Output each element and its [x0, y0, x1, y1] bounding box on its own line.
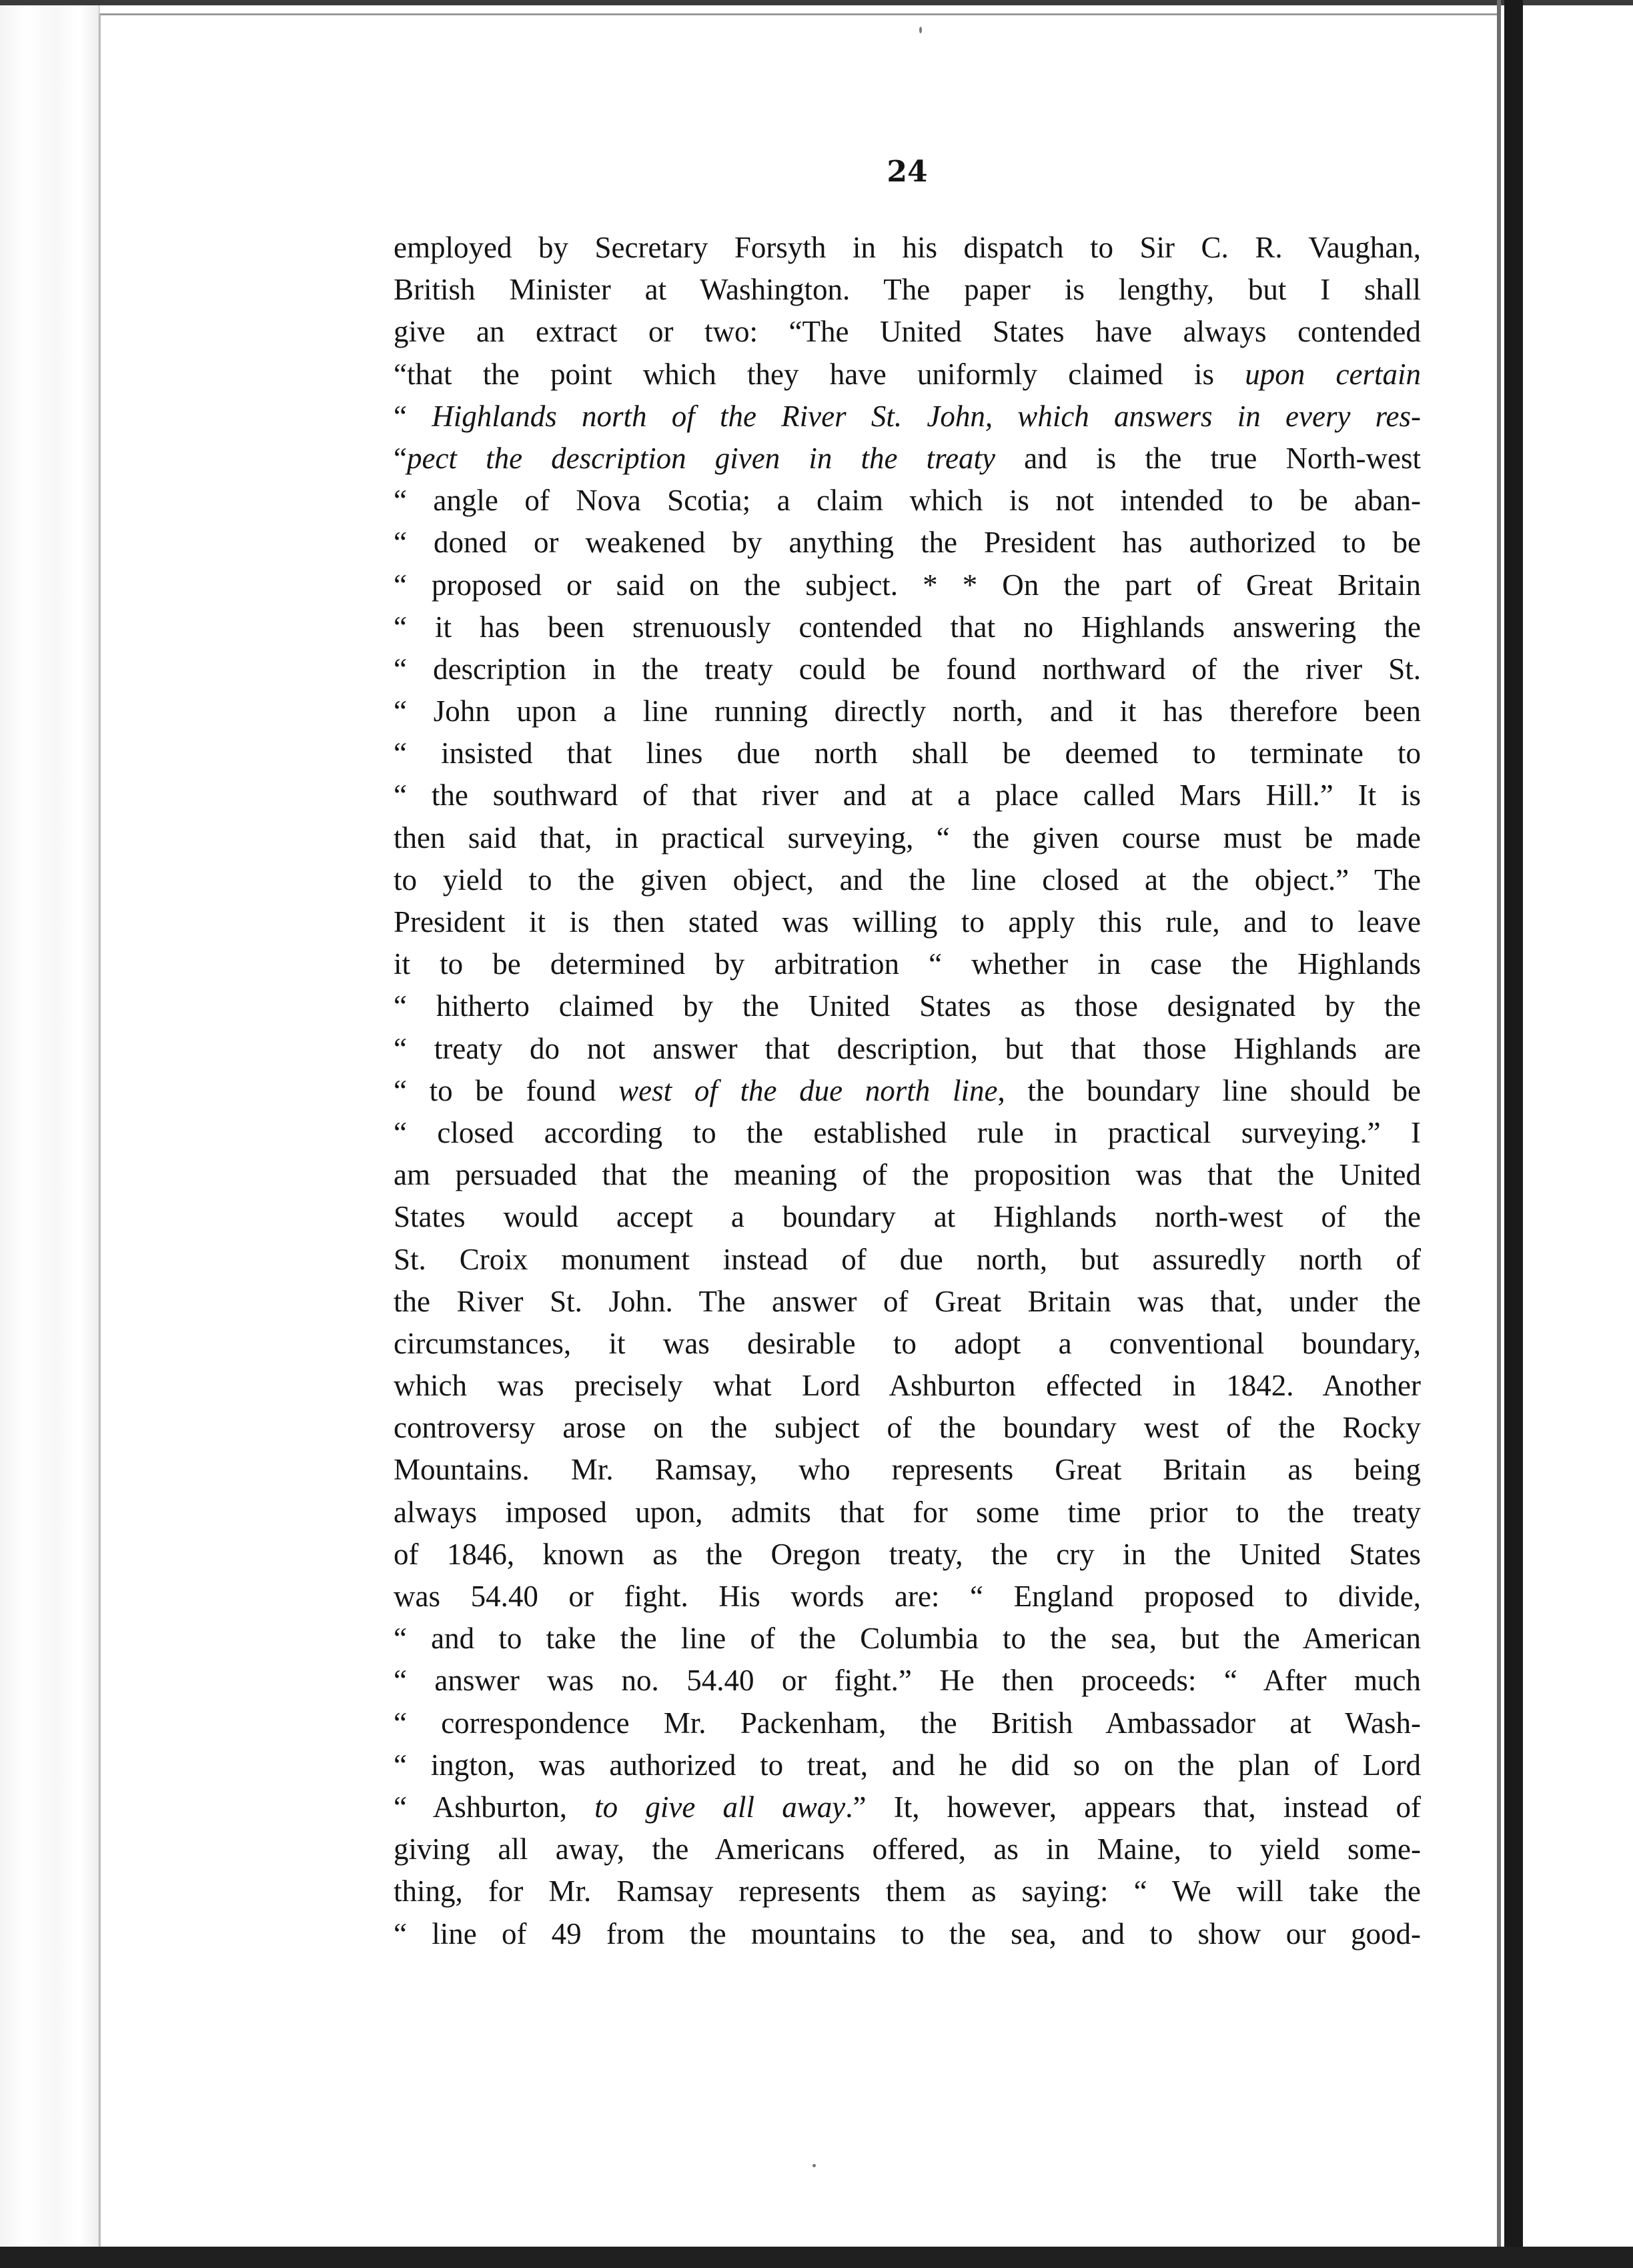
- text-segment: .” It, however, appears that, instead of: [845, 1790, 1421, 1824]
- text-segment: “ treaty do not answer that description, but that those Highlands are: [394, 1031, 1421, 1065]
- body-text: [394, 227, 1421, 1955]
- text-line: [394, 774, 1421, 816]
- text-line: [394, 817, 1421, 859]
- text-line: [394, 1702, 1421, 1744]
- text-segment: always imposed upon, admits that for some time prior to the treaty: [394, 1495, 1421, 1529]
- text-segment: to yield to the given object, and the line closed at the object.” The: [394, 863, 1421, 897]
- text-line: [394, 1196, 1421, 1238]
- text-line: [394, 1744, 1421, 1786]
- text-segment: “ line of 49 from the mountains to the sea, and to show our good-: [394, 1916, 1421, 1950]
- text-segment: it to be determined by arbitration “ whether in case the Highlands: [394, 947, 1421, 981]
- text-segment: “ hitherto claimed by the United States as those designated by the: [394, 989, 1421, 1023]
- text-segment: British Minister at Washington. The paper is lengthy, but I shall: [394, 273, 1421, 307]
- text-line: [394, 1112, 1421, 1154]
- text-line: [394, 1323, 1421, 1365]
- text-line: [394, 1492, 1421, 1534]
- text-segment: controversy arose on the subject of the boundary west of the Rocky: [394, 1411, 1421, 1445]
- text-segment: of 1846, known as the Oregon treaty, the cry in the United States: [394, 1537, 1421, 1571]
- text-line: [394, 311, 1421, 353]
- text-segment: giving all away, the Americans offered, as in Maine, to yield some-: [394, 1832, 1421, 1866]
- text-line: [394, 522, 1421, 564]
- text-segment: “ insisted that lines due north shall be deemed to terminate to: [394, 736, 1421, 770]
- text-segment: “ proposed or said on the subject. * * On the part of Great Britain: [394, 568, 1421, 602]
- scan-right-border: [1504, 0, 1523, 2268]
- text-segment: thing, for Mr. Ramsay represents them as saying: “ We will take the: [394, 1874, 1421, 1908]
- italic-text: pect the description given in the treaty: [406, 441, 995, 475]
- text-line: [394, 1070, 1421, 1112]
- text-line: [394, 859, 1421, 901]
- page-top-rule: [100, 13, 1501, 15]
- text-segment: then said that, in practical surveying, “ the given course must be made: [394, 820, 1421, 855]
- text-segment: “that the point which they have uniformly claimed is: [394, 357, 1245, 391]
- text-line: [394, 396, 1421, 438]
- text-segment: “ the southward of that river and at a place called Mars Hill.” It is: [394, 778, 1421, 812]
- text-line: [394, 1534, 1421, 1576]
- text-line: [394, 1281, 1421, 1323]
- text-line: [394, 354, 1421, 396]
- text-segment: “ ington, was authorized to treat, and he did so on the plan of Lord: [394, 1748, 1421, 1782]
- text-segment: States would accept a boundary at Highlands north-west of the: [394, 1200, 1421, 1234]
- page-left-edge-line: [99, 13, 101, 2255]
- text-segment: was 54.40 or fight. His words are: “ England proposed to divide,: [394, 1580, 1421, 1613]
- text-segment: “ answer was no. 54.40 or fight.” He then proceeds: “ After much: [394, 1664, 1421, 1698]
- italic-text: to give all away: [594, 1790, 846, 1824]
- text-line: [394, 1154, 1421, 1196]
- text-segment: which was precisely what Lord Ashburton effected in 1842. Another: [394, 1369, 1421, 1403]
- text-segment: “ angle of Nova Scotia; a claim which is not intended to be aban-: [394, 484, 1421, 518]
- text-line: [394, 1828, 1421, 1870]
- text-line: [394, 985, 1421, 1027]
- text-line: [394, 227, 1421, 269]
- text-line: [394, 606, 1421, 648]
- text-line: [394, 1407, 1421, 1449]
- text-line: [394, 1028, 1421, 1070]
- scan-speck: [919, 27, 922, 33]
- text-line: [394, 1913, 1421, 1955]
- text-segment: President it is then stated was willing to apply this rule, and to leave: [394, 905, 1421, 939]
- text-line: [394, 1786, 1421, 1828]
- text-segment: “: [394, 399, 432, 433]
- text-line: [394, 1239, 1421, 1281]
- text-line: [394, 648, 1421, 690]
- text-line: [394, 1870, 1421, 1912]
- italic-text: Highlands north of the River St. John, which answers in every res-: [432, 399, 1421, 433]
- text-line: [394, 1660, 1421, 1702]
- scan-top-border: [0, 0, 1633, 5]
- text-segment: the River St. John. The answer of Great Britain was that, under the: [394, 1284, 1421, 1318]
- text-segment: “ John upon a line running directly north, and it has therefore been: [394, 694, 1421, 728]
- text-segment: employed by Secretary Forsyth in his dispatch to Sir C. R. Vaughan,: [394, 231, 1421, 264]
- italic-text: west of the due north line: [618, 1073, 998, 1107]
- text-segment: , the boundary line should be: [997, 1073, 1421, 1107]
- text-line: [394, 438, 1421, 480]
- text-segment: am persuaded that the meaning of the proposition was that the United: [394, 1158, 1421, 1192]
- page-left-edge: [0, 0, 100, 2268]
- text-line: [394, 732, 1421, 774]
- text-line: [394, 1365, 1421, 1407]
- text-segment: “ closed according to the established rule in practical surveying.” I: [394, 1115, 1421, 1149]
- text-line: [394, 1618, 1421, 1660]
- text-segment: and is the true North-west: [995, 441, 1421, 475]
- scan-speck: [812, 2164, 816, 2167]
- text-line: [394, 1449, 1421, 1491]
- text-line: [394, 480, 1421, 522]
- text-line: [394, 901, 1421, 943]
- text-line: [394, 269, 1421, 311]
- page-number: 24: [887, 155, 928, 189]
- scan-bottom-border: [0, 2247, 1633, 2268]
- text-segment: “ description in the treaty could be found northward of the river St.: [394, 652, 1421, 686]
- italic-text: upon certain: [1245, 357, 1421, 391]
- text-line: [394, 690, 1421, 732]
- text-segment: “ correspondence Mr. Packenham, the British Ambassador at Wash-: [394, 1706, 1421, 1740]
- text-line: [394, 564, 1421, 606]
- text-line: [394, 1576, 1421, 1618]
- text-segment: “ Ashburton,: [394, 1790, 595, 1824]
- text-segment: “ and to take the line of the Columbia to the sea, but the American: [394, 1622, 1421, 1656]
- text-segment: circumstances, it was desirable to adopt a conventional boundary,: [394, 1326, 1421, 1360]
- text-segment: “: [394, 441, 407, 475]
- text-segment: “ doned or weakened by anything the President has authorized to be: [394, 526, 1421, 560]
- text-segment: “ to be found: [394, 1073, 619, 1107]
- scan-right-border-shadow: [1497, 0, 1501, 2268]
- text-segment: Mountains. Mr. Ramsay, who represents Great Britain as being: [394, 1453, 1421, 1487]
- text-line: [394, 943, 1421, 985]
- text-segment: give an extract or two: “The United States have always contended: [394, 315, 1421, 349]
- text-segment: “ it has been strenuously contended that no Highlands answering the: [394, 610, 1421, 644]
- text-segment: St. Croix monument instead of due north, but assuredly north of: [394, 1242, 1421, 1276]
